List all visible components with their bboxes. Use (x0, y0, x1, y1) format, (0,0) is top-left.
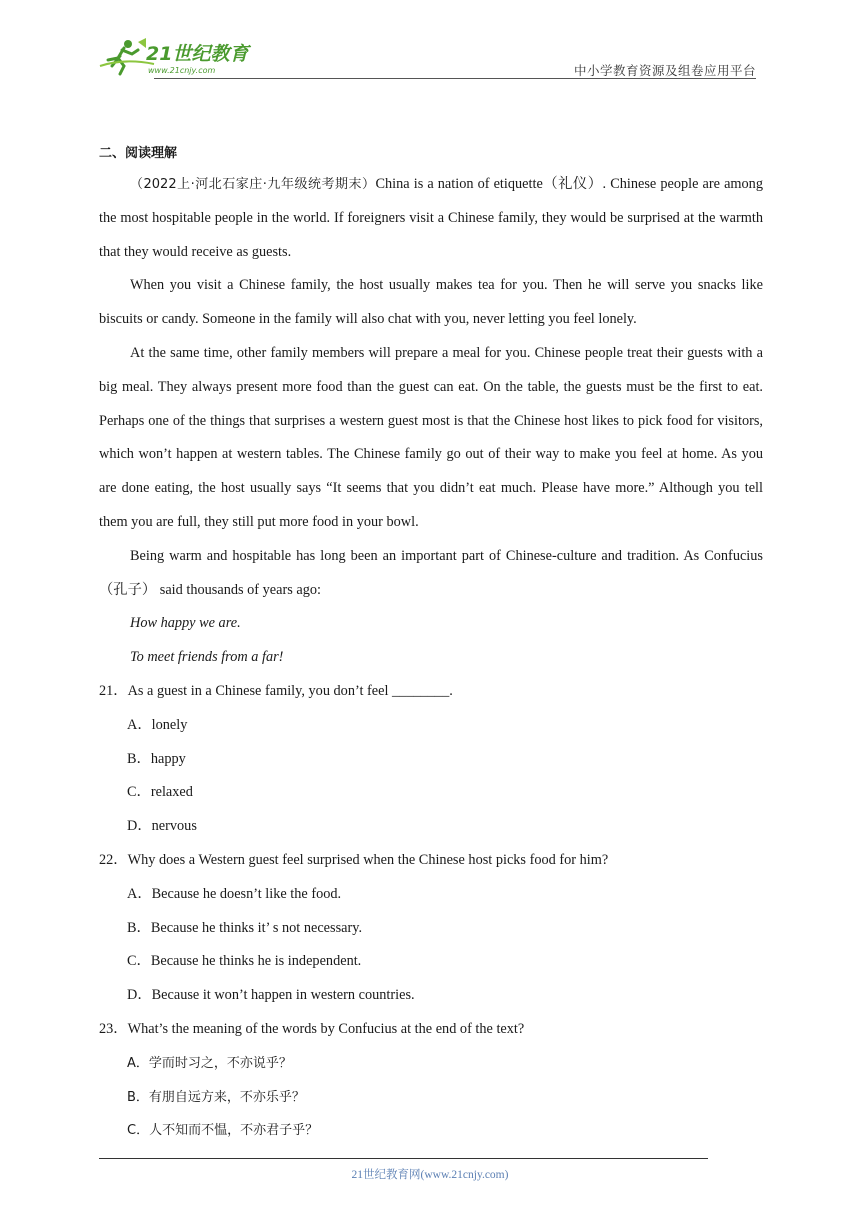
option-c: C．Because he thinks he is independent. (127, 953, 362, 970)
section-title: 二、阅读理解 (99, 146, 178, 161)
question-stem: 22．Why does a Western guest feel surprised when the Chinese host picks food for him? (99, 851, 609, 868)
document-body (99, 140, 763, 1148)
logo-text: 21世纪教育 (146, 43, 249, 65)
question-stem: 23．What’s the meaning of the words by Confucius at the end of the text? (99, 1020, 525, 1037)
option-c: C．relaxed (127, 784, 193, 801)
option-b: B．happy (127, 750, 186, 767)
footer-divider (99, 1158, 708, 1159)
passage-p1-text: China is a nation of etiquette（礼仪）. Chinese people are among the most hospitable people in the world. If foreigners visit a Chinese family, they would be surprised at the warmth that they would receive as guests. (99, 176, 763, 260)
footer-text[interactable]: 21世纪教育网(www.21cnjy.com) (351, 1169, 509, 1181)
option-a: A．lonely (127, 716, 188, 733)
option-d: D．Because it won’t happen in western countries. (127, 987, 415, 1004)
logo-url: www.21cnjy.com (148, 66, 216, 75)
option-a: A．学而时习之，不亦说乎？ (127, 1055, 292, 1071)
passage-source: （2022上·河北石家庄·九年级统考期末） (130, 177, 376, 192)
question-stem: 21．As a guest in a Chinese family, you don’t feel ________. (99, 682, 453, 699)
passage-paragraph-4: Being warm and hospitable has long been an important part of Chinese-culture and tradition. As Confucius （孔子） said thousands of years ago: (99, 547, 763, 598)
question-23 (99, 1013, 763, 1148)
passage-paragraph-2: When you visit a Chinese family, the host usually makes tea for you. Then he will serve you snacks like biscuits or candy. Someone in the family will also chat with you, never letting you feel lonely. (99, 277, 763, 328)
option-a: A．Because he doesn’t like the food. (127, 885, 342, 902)
option-b: B．有朋自远方来，不亦乐乎？ (127, 1089, 305, 1105)
poem-line-2: To meet friends from a far! (130, 649, 284, 666)
option-c: C．人不知而不愠，不亦君子乎？ (127, 1123, 319, 1139)
logo-21cnjy (94, 36, 264, 76)
header-divider (154, 78, 756, 79)
poem-line-1: How happy we are. (130, 615, 241, 632)
header-platform-text: 中小学教育资源及组卷应用平台 (573, 63, 756, 78)
question-21 (99, 675, 763, 844)
page-header (94, 30, 756, 80)
option-d: D．nervous (127, 818, 197, 835)
question-22 (99, 844, 763, 1013)
passage-paragraph-3: At the same time, other family members will prepare a meal for you. Chinese people treat their guests with a big meal. They always present more food than the guest can eat. On the table, the guests must be the first to eat. Perhaps one of the things that surprises a western guest most is that the Chinese host likes to pick food for visitors, which won’t happen at western tables. The Chinese family go out of their way to make you feel at home. As you are done eating, the host usually says “It seems that you didn’t eat much. Please have more.” Although you tell them you are full, they still put more food in your bowl. (99, 344, 763, 530)
passage-paragraph-1 (99, 168, 763, 269)
option-b: B．Because he thinks it’ s not necessary. (127, 919, 363, 936)
